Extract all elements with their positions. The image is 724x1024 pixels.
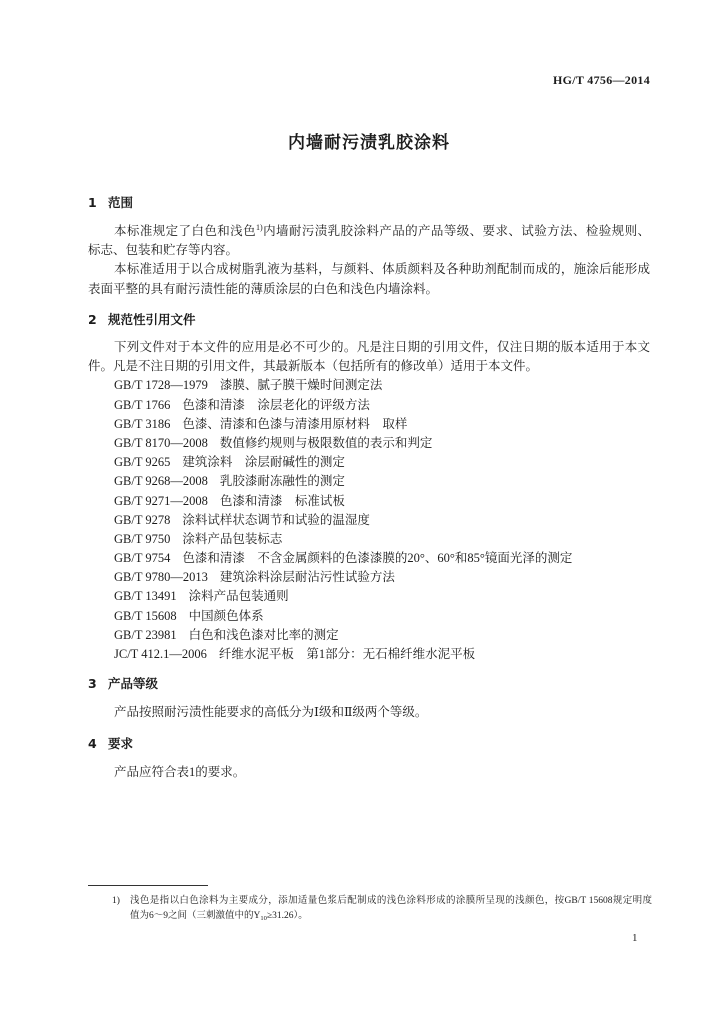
paragraph-line: 件。凡是不注日期的引用文件，其最新版本（包括所有的修改单）适用于本文件。 — [88, 359, 539, 374]
section-1-heading — [88, 193, 133, 212]
standard-code-header: HG/T 4756—2014 — [553, 73, 650, 87]
reference-item — [88, 434, 650, 453]
paragraph-line: 本标准适用于以合成树脂乳液为基料，与颜料、体质颜料及各种助剂配制而成的，施涂后能形成 — [114, 262, 650, 277]
section-3-body — [88, 703, 650, 722]
reference-item — [88, 587, 650, 606]
section-number: 2 — [88, 312, 97, 327]
reference-code: GB/T 9754 — [114, 551, 171, 566]
reference-item — [88, 453, 650, 472]
reference-code: GB/T 3186 — [114, 416, 171, 431]
paragraph-line: 产品应符合表1的要求。 — [114, 765, 246, 779]
subscript: 10 — [260, 915, 267, 922]
reference-title: 涂料产品包装标志 — [182, 531, 283, 546]
section-number: 3 — [88, 676, 97, 691]
reference-code: JC/T 412.1—2006 — [114, 647, 207, 661]
paragraph-line — [88, 222, 650, 241]
footnote-marker: 1) — [256, 223, 263, 232]
reference-item — [88, 376, 650, 395]
reference-code: GB/T 8170—2008 — [114, 435, 208, 450]
reference-title: 色漆和清漆 标准试板 — [219, 493, 345, 508]
page-number: 1 — [632, 932, 638, 944]
reference-item — [88, 645, 650, 664]
reference-title: 乳胶漆耐冻融性的测定 — [219, 474, 345, 489]
section-4-heading — [88, 734, 133, 753]
reference-item — [88, 530, 650, 549]
reference-code: GB/T 9780—2013 — [114, 570, 208, 585]
reference-item — [88, 415, 650, 434]
section-title: 规范性引用文件 — [108, 312, 196, 327]
section-2-heading — [88, 310, 196, 329]
reference-item — [88, 396, 650, 415]
section-4-body — [88, 763, 650, 782]
reference-code: GB/T 13491 — [114, 589, 177, 604]
text-run: 本标准规定了白色和浅色 — [114, 224, 257, 238]
reference-item — [88, 607, 650, 626]
section-number: 1 — [88, 195, 97, 210]
reference-title: 数值修约规则与极限数值的表示和判定 — [219, 435, 433, 450]
section-number: 4 — [88, 736, 97, 751]
reference-code: GB/T 1728—1979 — [114, 378, 208, 393]
reference-title: 白色和浅色漆对比率的测定 — [188, 627, 339, 642]
text-run: ≥31.26）。 — [266, 911, 308, 921]
section-1-body — [88, 222, 650, 299]
section-2-body — [88, 338, 650, 664]
reference-item — [88, 511, 650, 530]
paragraph-line: 产品按照耐污渍性能要求的高低分为Ⅰ级和Ⅱ级两个等级。 — [114, 705, 428, 719]
reference-code: GB/T 9750 — [114, 531, 171, 546]
reference-item — [88, 568, 650, 587]
reference-title: 色漆和清漆 涂层老化的评级方法 — [182, 397, 370, 412]
section-title: 范围 — [108, 195, 134, 210]
document-title: 内墙耐污渍乳胶涂料 — [288, 133, 450, 153]
reference-code: GB/T 9265 — [114, 455, 171, 470]
reference-title: 色漆、清漆和色漆与清漆用原材料 取样 — [182, 416, 408, 431]
text-run: 值为6～9之间（三刺激值中的Y — [130, 911, 261, 921]
text-run: 内墙耐污渍乳胶涂料产品的产品等级、要求、试验方法、检验规则、 — [262, 224, 650, 238]
section-3-heading — [88, 674, 158, 693]
reference-title: 建筑涂料涂层耐沾污性试验方法 — [219, 570, 395, 585]
reference-title: 涂料产品包装通则 — [188, 589, 289, 604]
paragraph-line: 标志、包装和贮存等内容。 — [88, 243, 239, 258]
reference-item — [88, 626, 650, 645]
reference-item — [88, 492, 650, 511]
reference-code: GB/T 9268—2008 — [114, 474, 208, 489]
footnote-line — [112, 909, 652, 924]
footnote-line: 浅色是指以白色涂料为主要成分，添加适量色浆后配制成的浅色涂料形成的涂膜所呈现的浅颜色，按GB/T 15608规定明度 — [130, 896, 652, 906]
paragraph-line: 下列文件对于本文件的应用是必不可少的。凡是注日期的引用文件，仅注日期的版本适用于本文 — [114, 340, 650, 354]
section-title: 要求 — [108, 736, 134, 751]
reference-title: 建筑涂料 涂层耐碱性的测定 — [182, 455, 345, 470]
section-title: 产品等级 — [108, 676, 159, 691]
reference-title: 中国颜色体系 — [188, 608, 264, 623]
paragraph-line: 表面平整的具有耐污渍性能的薄质涂层的白色和浅色内墙涂料。 — [88, 281, 439, 296]
reference-code: GB/T 23981 — [114, 627, 177, 642]
reference-code: GB/T 1766 — [114, 397, 171, 412]
reference-title: 漆膜、腻子膜干燥时间测定法 — [219, 378, 383, 393]
reference-title: 色漆和清漆 不含金属颜料的色漆漆膜的20°、60°和85°镜面光泽的测定 — [182, 551, 573, 566]
reference-title: 涂料试样状态调节和试验的温湿度 — [182, 512, 370, 527]
reference-item — [88, 549, 650, 568]
reference-code: GB/T 15608 — [114, 608, 177, 623]
footnote-divider — [88, 885, 208, 886]
reference-title: 纤维水泥平板 第1部分：无石棉纤维水泥平板 — [218, 647, 476, 661]
reference-item — [88, 472, 650, 491]
reference-code: GB/T 9278 — [114, 512, 171, 527]
footnote-number: 1) — [112, 896, 120, 906]
reference-code: GB/T 9271—2008 — [114, 493, 208, 508]
footnote — [112, 894, 652, 924]
